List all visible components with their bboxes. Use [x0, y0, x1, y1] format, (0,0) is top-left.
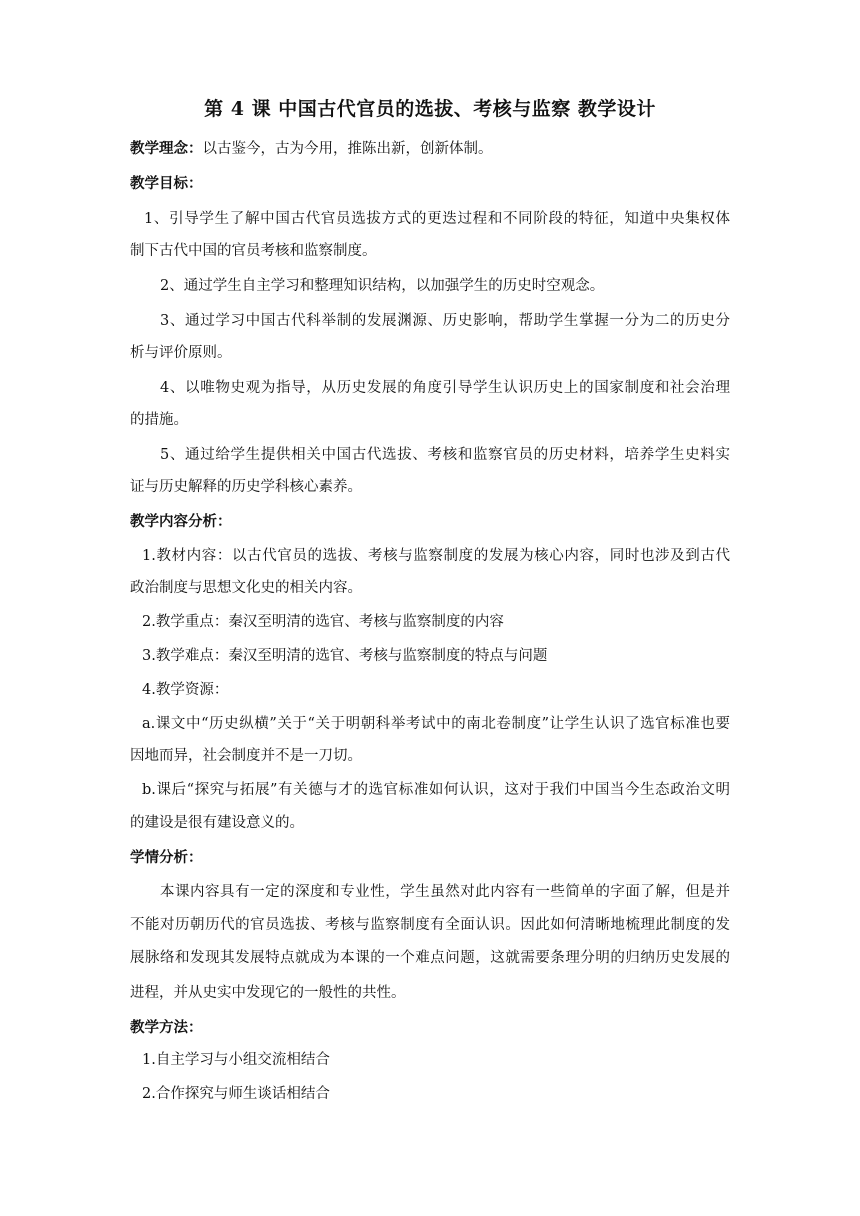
- objectives-heading: 教学目标：: [130, 175, 203, 192]
- objective-3-line2: 析与评价原则。: [130, 345, 232, 361]
- methods-heading: 教学方法：: [130, 1019, 203, 1036]
- teaching-philosophy-label: 教学理念：: [130, 140, 203, 157]
- objective-4-line1: 4、以唯物史观为指导，从历史发展的角度引导学生认识历史上的国家制度和社会治理: [160, 380, 730, 396]
- content-item-1-line2: 政治制度与思想文化史的相关内容。: [130, 580, 362, 596]
- learner-analysis-heading: 学情分析：: [130, 849, 203, 866]
- document-title: 第 4 课 中国古代官员的选拔、考核与监察 教学设计: [204, 98, 656, 120]
- objective-1-line2: 制下古代中国的官员考核和监察制度。: [130, 243, 377, 259]
- method-item-2: 2.合作探究与师生谈话相结合: [142, 1086, 330, 1102]
- objective-2: 2、通过学生自主学习和整理知识结构，以加强学生的历史时空观念。: [160, 278, 605, 294]
- objective-4-line2: 的措施。: [130, 412, 188, 428]
- content-item-3: 3.教学难点：秦汉至明清的选官、考核与监察制度的特点与问题: [142, 648, 548, 664]
- content-analysis-heading: 教学内容分析：: [130, 513, 232, 530]
- resource-b-line2: 的建设是很有建设意义的。: [130, 815, 304, 831]
- content-item-4: 4.教学资源：: [142, 682, 229, 698]
- resource-a-line1: a.课文中“历史纵横”关于“关于明朝科举考试中的南北卷制度”让学生认识了选官标准也要: [142, 716, 730, 732]
- objective-1-line1: 1、引导学生了解中国古代官员选拔方式的更迭过程和不同阶段的特征，知道中央集权体: [144, 211, 730, 227]
- resource-a-line2: 因地而异，社会制度并不是一刀切。: [130, 748, 362, 764]
- teaching-philosophy: [130, 139, 730, 159]
- resource-b-line1: b.课后“探究与拓展”有关德与才的选官标准如何认识，这对于我们中国当今生态政治文明: [142, 782, 730, 798]
- learner-analysis-line2: 不能对历朝历代的官员选拔、考核与监察制度有全面认识。因此如何清晰地梳理此制度的发: [130, 917, 730, 933]
- objective-5-line1: 5、通过给学生提供相关中国古代选拔、考核和监察官员的历史材料，培养学生史料实: [160, 447, 730, 463]
- objective-5-line2: 证与历史解释的历史学科核心素养。: [130, 479, 362, 495]
- method-item-1: 1.自主学习与小组交流相结合: [142, 1052, 330, 1068]
- objective-3-line1: 3、通过学习中国古代科举制的发展渊源、历史影响，帮助学生掌握一分为二的历史分: [160, 313, 730, 329]
- teaching-philosophy-text: 以古鉴今，古为今用，推陈出新，创新体制。: [202, 141, 493, 157]
- learner-analysis-line4: 进程，并从史实中发现它的一般性的共性。: [130, 985, 406, 1001]
- content-item-1-line1: 1.教材内容：以古代官员的选拔、考核与监察制度的发展为核心内容，同时也涉及到古代: [142, 548, 730, 564]
- content-item-2: 2.教学重点：秦汉至明清的选官、考核与监察制度的内容: [142, 614, 504, 630]
- learner-analysis-line3: 展脉络和发现其发展特点就成为本课的一个难点问题，这就需要条理分明的归纳历史发展的: [130, 950, 730, 966]
- learner-analysis-line1: 本课内容具有一定的深度和专业性，学生虽然对此内容有一些简单的字面了解，但是并: [160, 884, 730, 900]
